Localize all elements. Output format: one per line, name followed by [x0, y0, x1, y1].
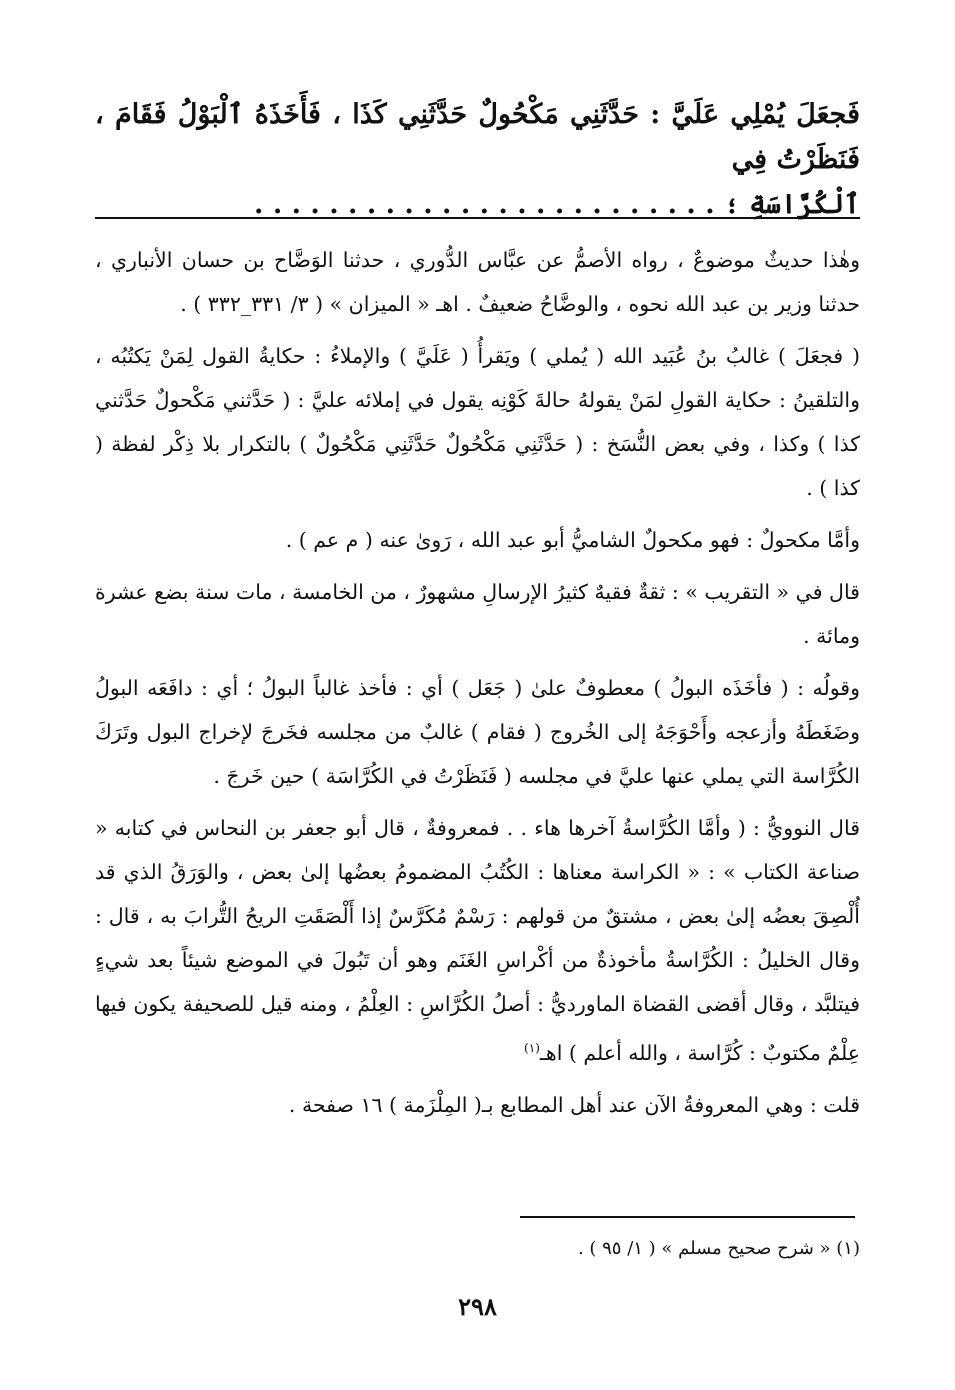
- hadith-line-1: فَجعَلَ يُمْلِي عَلَيَّ : حَدَّثَنِي مَكْحُولٌ حَدَّثَنِي كَذَا ، فَأَخَذَهُ ٱلْبَوْلُ فَقَامَ ، فَنَظَرْتُ فِي: [95, 99, 860, 175]
- hadith-line-2: ٱلْكُرَّاسَةِ ؛ . . . . . . . . . . . . . . . . . . . . . . . . .: [254, 189, 860, 220]
- commentary-paragraph-7: قلت : وهي المعروفةُ الآن عند أهل المطابع بـ( المِلْزَمة ) ١٦ صفحة .: [288, 1092, 860, 1117]
- separator-rule: [95, 217, 860, 219]
- page-number: ٢٩٨: [458, 1292, 497, 1321]
- commentary-paragraph-6-text: قال النوويُّ : ( وأمَّا الكُرَّاسةُ آخرها هاء . . فمعروفةٌ ، قال أبو جعفر بن النحاس في كتابه « صناعة الكتاب » : « الكراسة معناها : الكُتُبُ المضمومُ بعضُها إلىٰ بعض ، والوَرَقُ الذي قد أُلْصِقَ بعضُه إلىٰ بعض ، مشتقٌ من قولهم : رَسْمٌ مُكَرَّسٌ إذا أَلْصَقَتِ الريحُ التُّرابَ به ، قال : وقال الخليلُ : الكُرَّاسةُ مأخوذةٌ من أكْراسِ الغَنَم وهو أن تَبُولَ في الموضع شيئاً بعد شيءٍ فيتلبَّد ، وقال أقضى القضاة الماورديُّ : أصلُ الكُرَّاسِ : العِلْمُ ، ومنه قيل للصحيفة يكون فيها عِلْمٌ مكتوبٌ : كُرَّاسة ، والله أعلم ) اهـ: [95, 816, 860, 1065]
- footnote-marker: (١): [524, 1041, 540, 1055]
- commentary-paragraph-4: قال في « التقريب » : ثقةٌ فقيهٌ كثيرُ الإرسالِ مشهورٌ ، من الخامسة ، مات سنة بضع عشرة ومائة .: [95, 580, 860, 648]
- footnote-rule: [520, 1216, 855, 1218]
- commentary-paragraph-6: [95, 806, 860, 1075]
- commentary-paragraph-3: وأمَّا مكحولٌ : فهو مكحولٌ الشاميُّ أبو عبد الله ، رَوىٰ عنه ( م عم ) .: [285, 528, 860, 552]
- commentary-paragraph-2: ( فجعَلَ ) غالبُ بنُ عُبَيد الله ( يُملي ) ويَقرأُ ( عَلَيَّ ) والإملاءُ : حكايةُ القول لِمَنْ يَكتُبُه ، والتلقينُ : حكاية القولِ لمَنْ يقولهُ حالةَ كَوْنِه يقول في إملائه عليَّ : ( حَدَّثني مَكْحولٌ حَدَّثني كذا ) وكذا ، وفي بعض النُّسَخ : ( حَدَّثَنِي مَكْحُولٌ حَدَّثَنِي مَكْحُولٌ ) بالتكرار بلا ذِكْر لفظة ( كذا ) .: [95, 344, 860, 500]
- footnote: (١) « شرح صحيح مسلم » ( ١/ ٩٥ ) .: [577, 1238, 860, 1259]
- commentary-paragraph-5: وقولُه : ( فأخَذَه البولُ ) معطوفٌ علىٰ ( جَعَل ) أي : فأخذ غالباً البولُ ؛ أي : دافَعَه البولُ وضَغَطَهُ وأزعجه وأَحْوَجَهُ إلى الخُروج ( فقام ) غالبٌ من مجلسه فخَرجَ لإخراج البول وتَرَكَ الكُرَّاسة التي يملي عنها عليَّ في مجلسه ( فَنَظَرْتُ في الكُرَّاسَة ) حين خَرجَ .: [95, 676, 860, 788]
- commentary-paragraph-1: وهٰذا حديثٌ موضوعٌ ، رواه الأصمُّ عن عبَّاس الدُّوري ، حدثنا الوَضَّاح بن حسان الأنباري ، حدثنا وزير بن عبد الله نحوه ، والوضَّاحُ ضعيفٌ . اهـ « الميزان » ( ٣/ ٣٣١_٣٣٢ ) .: [95, 248, 860, 316]
- commentary: [95, 238, 860, 1135]
- hadith-text: [95, 92, 860, 227]
